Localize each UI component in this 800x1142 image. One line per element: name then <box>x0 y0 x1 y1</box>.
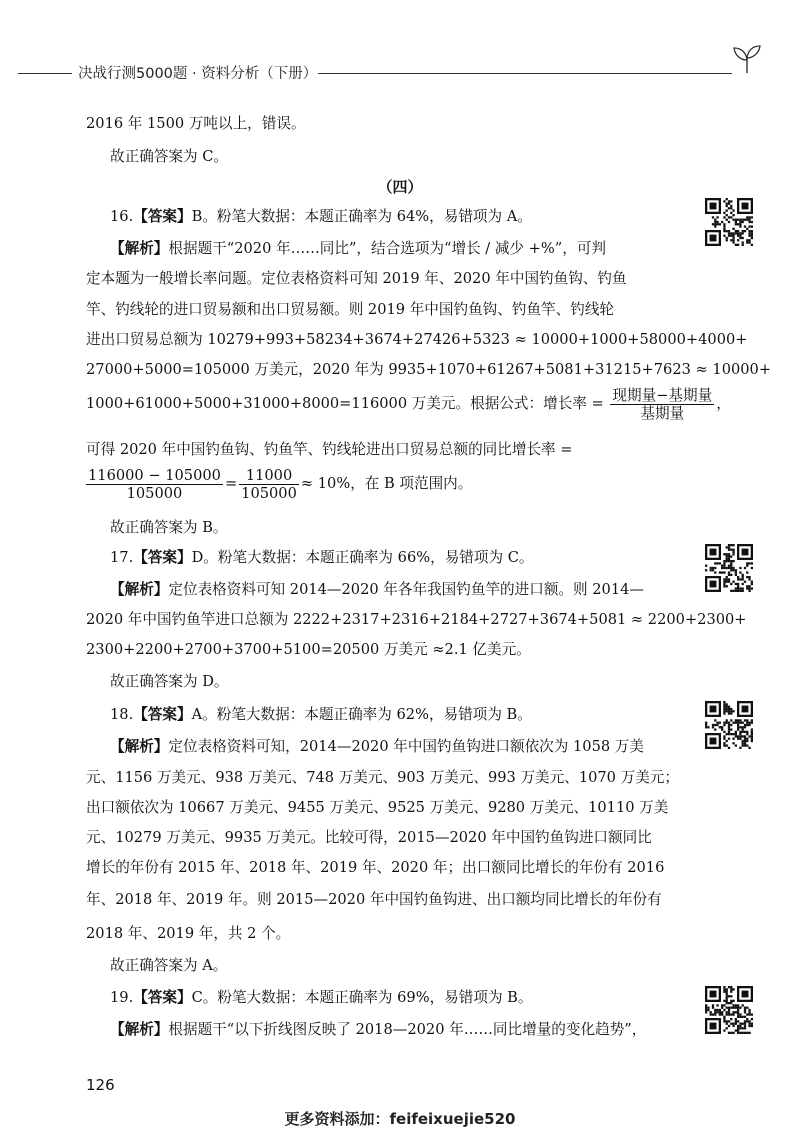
answer-text: C。粉笔大数据：本题正确率为 69%，易错项为 B。 <box>191 989 533 1006</box>
question-number: 17. <box>110 549 134 566</box>
text-span: 1000+61000+5000+31000+8000=116000 万美元。根据公式：增长率 = <box>86 395 604 412</box>
answer-tag: 【答案】 <box>133 989 192 1006</box>
answer-text: B。粉笔大数据：本题正确率为 64%，易错项为 A。 <box>191 208 532 225</box>
question-16-explanation <box>110 237 606 261</box>
question-18-answer <box>110 703 532 727</box>
question-number: 16. <box>110 208 134 225</box>
fraction-denominator: 105000 <box>241 484 297 502</box>
text-line: 2020 年中国钓鱼竿进口总额为 2222+2317+2316+2184+2727+3674+5081 ≈ 2200+2300+ <box>86 611 747 628</box>
formula-numerator: 现期量−基期量 <box>612 386 713 404</box>
growth-rate-formula <box>610 387 714 422</box>
explanation-tag: 【解析】 <box>110 581 169 598</box>
explanation-tag: 【解析】 <box>110 240 169 257</box>
answer-conclusion: 故正确答案为 A。 <box>110 957 228 974</box>
answer-tag: 【答案】 <box>133 706 192 723</box>
question-17-explanation <box>110 578 644 602</box>
running-header-title: 决战行测5000题 · 资料分析（下册） <box>78 66 318 82</box>
question-16-answer <box>110 205 532 229</box>
answer-tag: 【答案】 <box>133 549 192 566</box>
text-line: 竿、钓线轮的进口贸易额和出口贸易额。则 2019 年中国钓鱼钩、钓鱼竿、钓线轮 <box>86 301 615 318</box>
question-17-answer <box>110 546 533 570</box>
sprout-icon <box>730 40 764 74</box>
text-line: 27000+5000=105000 万美元，2020 年为 9935+1070+61267+5081+31215+7623 ≈ 10000+ <box>86 361 772 378</box>
answer-conclusion: 故正确答案为 D。 <box>110 673 229 690</box>
text-line: 2018 年、2019 年，共 2 个。 <box>86 925 291 942</box>
question-18-explanation <box>110 735 644 759</box>
fraction-numerator: 116000 − 105000 <box>88 466 221 484</box>
calculation-fraction <box>239 467 299 502</box>
text-line: 元、1156 万美元、938 万美元、748 万美元、903 万美元、993 万美元、1070 万美元； <box>86 769 679 786</box>
explanation-text: 定位表格资料可知，2014—2020 年中国钓鱼钩进口额依次为 1058 万美 <box>168 738 644 755</box>
qr-code-icon[interactable] <box>705 986 753 1034</box>
answer-text: A。粉笔大数据：本题正确率为 62%，易错项为 B。 <box>191 706 532 723</box>
answer-conclusion: 故正确答案为 C。 <box>110 148 228 165</box>
text-line: 2300+2200+2700+3700+5100=20500 万美元 ≈2.1 亿美元。 <box>86 641 531 658</box>
question-19-explanation <box>110 1018 646 1042</box>
text-line: 2016 年 1500 万吨以上，错误。 <box>86 115 306 132</box>
answer-text: D。粉笔大数据：本题正确率为 66%，易错项为 C。 <box>191 549 534 566</box>
explanation-text: 定位表格资料可知 2014—2020 年各年我国钓鱼竿的进口额。则 2014— <box>168 581 644 598</box>
running-header <box>0 62 800 82</box>
text-line: 出口额依次为 10667 万美元、9455 万美元、9525 万美元、9280 万美元、10110 万美 <box>86 799 669 816</box>
text-line: 增长的年份有 2015 年、2018 年、2019 年、2020 年；出口额同比增长的年份有 2016 <box>86 859 665 876</box>
explanation-text: 根据题干“2020 年……同比”，结合选项为“增长 / 减少 +%”，可判 <box>168 240 607 257</box>
text-span: ， <box>716 395 731 412</box>
answer-conclusion: 故正确答案为 B。 <box>110 519 228 536</box>
page-number: 126 <box>86 1076 115 1094</box>
answer-tag: 【答案】 <box>133 208 192 225</box>
explanation-tag: 【解析】 <box>110 1021 169 1038</box>
text-line: 进出口贸易总额为 10279+993+58234+3674+27426+5323 ≈ 10000+1000+58000+4000+ <box>86 331 748 348</box>
calculation-fraction <box>86 467 223 502</box>
growth-formula-line <box>86 384 731 424</box>
fraction-numerator: 11000 <box>239 467 299 485</box>
header-rule-left <box>18 73 72 74</box>
text-span: ≈ 10%，在 B 项范围内。 <box>300 475 473 492</box>
qr-code-icon[interactable] <box>705 701 753 749</box>
text-line: 可得 2020 年中国钓鱼钩、钓鱼竿、钓线轮进出口贸易总额的同比增长率 = <box>86 441 573 458</box>
text-line: 元、10279 万美元、9935 万美元。比较可得，2015—2020 年中国钓鱼钩进口额同比 <box>86 829 652 846</box>
calculation-line <box>86 464 472 504</box>
footer-note: 更多资料添加：feifeixuejie520 <box>284 1110 516 1128</box>
text-line: 年、2018 年、2019 年。则 2015—2020 年中国钓鱼钩进、出口额均同比增长的年份有 <box>86 891 662 908</box>
text-line: 定本题为一般增长率问题。定位表格资料可知 2019 年、2020 年中国钓鱼钩、钓鱼 <box>86 270 627 287</box>
question-19-answer <box>110 986 533 1010</box>
header-rule-right <box>318 73 732 74</box>
fraction-denominator: 105000 <box>126 484 183 502</box>
qr-code-icon[interactable] <box>705 544 753 592</box>
section-heading: （四） <box>377 178 423 196</box>
question-number: 19. <box>110 989 134 1006</box>
explanation-text: 根据题干“以下折线图反映了 2018—2020 年……同比增量的变化趋势”， <box>168 1021 647 1038</box>
formula-denominator: 基期量 <box>640 404 685 422</box>
equals-sign: = <box>224 475 238 492</box>
question-number: 18. <box>110 706 134 723</box>
qr-code-icon[interactable] <box>705 198 753 246</box>
explanation-tag: 【解析】 <box>110 738 169 755</box>
